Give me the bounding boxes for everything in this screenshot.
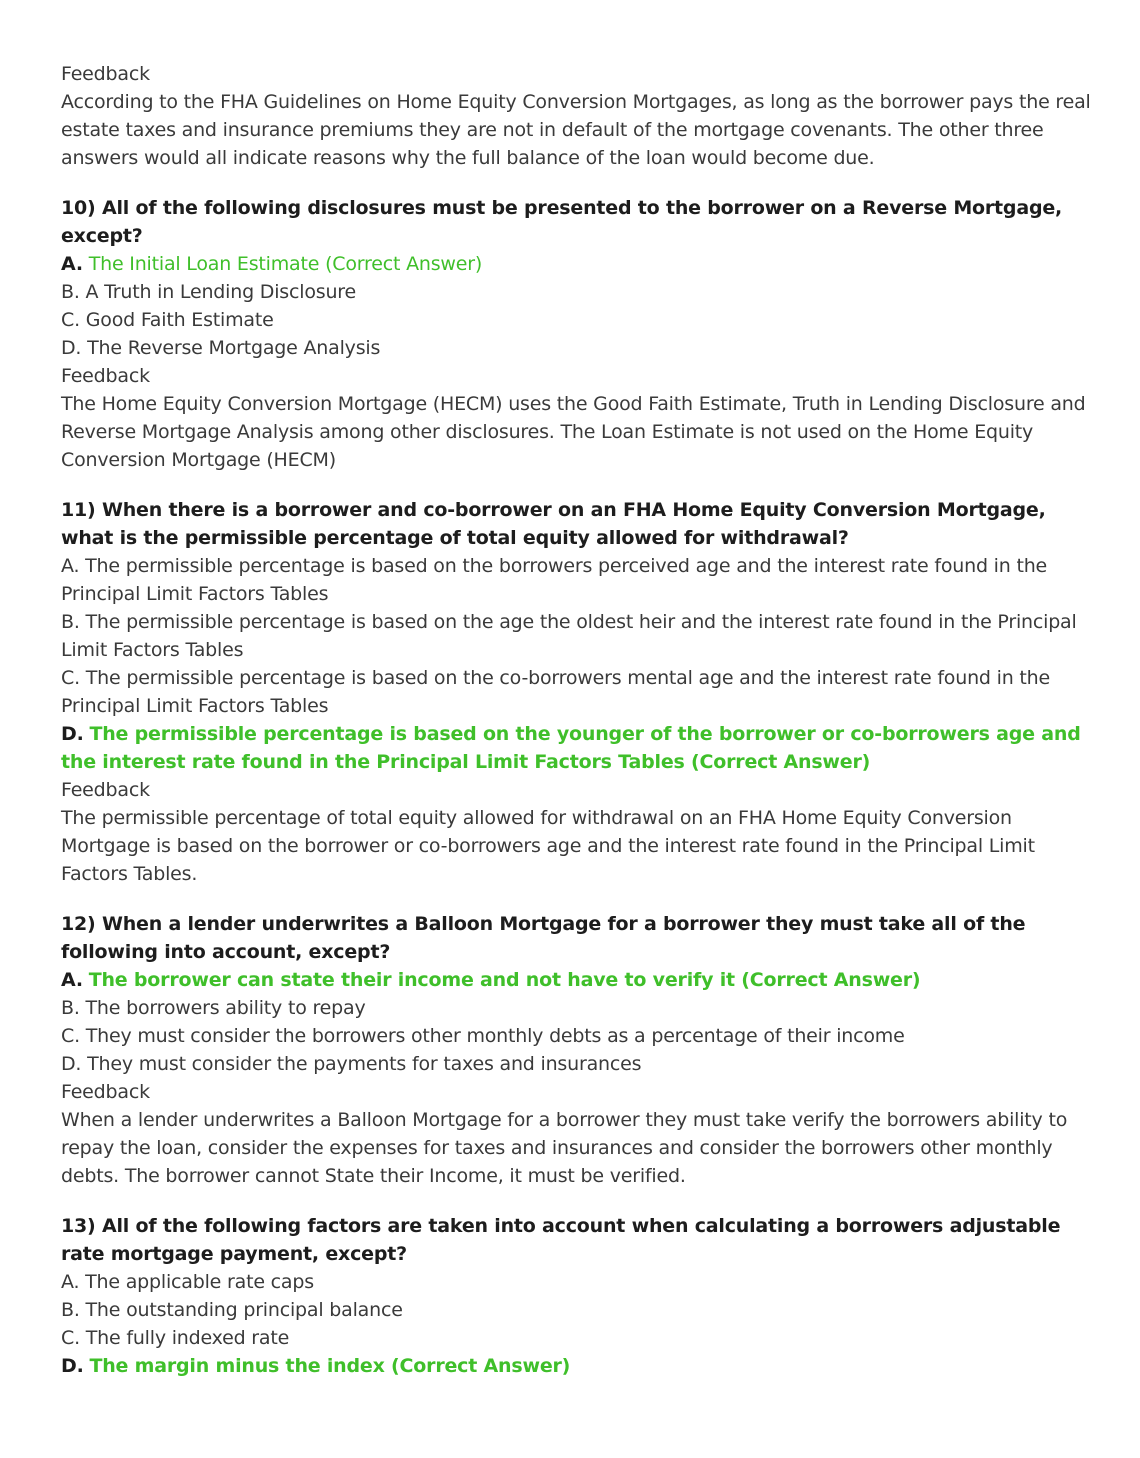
option-c	[61, 664, 1091, 720]
option-text: The borrower can state their income and not have to verify it (Correct Answer)	[88, 969, 921, 991]
option-a	[61, 1268, 1091, 1296]
question-text: 11) When there is a borrower and co-borrower on an FHA Home Equity Conversion Mortgage, what is the permissible percentage of total equity allowed for withdrawal?	[61, 499, 1046, 549]
option-letter: D.	[61, 1053, 82, 1075]
document-page	[61, 60, 1091, 1380]
question-block-11	[61, 496, 1091, 888]
question-block-10	[61, 194, 1091, 474]
option-letter: D.	[61, 1355, 84, 1377]
option-d-correct	[61, 1352, 1091, 1380]
option-a-correct	[61, 966, 1091, 994]
question-text: 10) All of the following disclosures must be presented to the borrower on a Reverse Mortgage, except?	[61, 197, 1063, 247]
option-letter: C.	[61, 667, 80, 689]
option-c	[61, 1022, 1091, 1050]
option-d-correct	[61, 720, 1091, 776]
question-block-12	[61, 910, 1091, 1190]
feedback-text: According to the FHA Guidelines on Home Equity Conversion Mortgages, as long as the borrower pays the real estate taxes and insurance premiums they are not in default of the mortgage covenants. The other three answers would all indicate reasons why the full balance of the loan would become due.	[61, 91, 1091, 169]
option-text: The permissible percentage is based on the co-borrowers mental age and the interest rate found in the Principal Limit Factors Tables	[61, 667, 1050, 717]
option-text: They must consider the payments for taxes and insurances	[87, 1053, 642, 1075]
option-b	[61, 994, 1091, 1022]
option-text: The margin minus the index (Correct Answer)	[89, 1355, 571, 1377]
option-text: The applicable rate caps	[85, 1271, 314, 1293]
option-letter: C.	[61, 309, 80, 331]
feedback-label: Feedback	[61, 1081, 150, 1103]
option-text: The permissible percentage is based on the younger of the borrower or co-borrowers age and the interest rate found in the Principal Limit Factors Tables (Correct Answer)	[61, 723, 1081, 773]
feedback-text: The Home Equity Conversion Mortgage (HECM) uses the Good Faith Estimate, Truth in Lending Disclosure and Reverse Mortgage Analysis among other disclosures. The Loan Estimate is not used on the Home Equity Conversion Mortgage (HECM)	[61, 393, 1086, 471]
option-d	[61, 334, 1091, 362]
option-text: The outstanding principal balance	[85, 1299, 403, 1321]
question-text: 12) When a lender underwrites a Balloon Mortgage for a borrower they must take all of the following into account, except?	[61, 913, 1026, 963]
option-a-correct	[61, 250, 1091, 278]
option-text: A Truth in Lending Disclosure	[85, 281, 356, 303]
option-a	[61, 552, 1091, 608]
option-letter: D.	[61, 337, 82, 359]
feedback-label: Feedback	[61, 779, 150, 801]
option-text: The Initial Loan Estimate (Correct Answer)	[88, 253, 483, 275]
option-text: The fully indexed rate	[85, 1327, 290, 1349]
feedback-text: The permissible percentage of total equity allowed for withdrawal on an FHA Home Equity Conversion Mortgage is based on the borrower or co-borrowers age and the interest rate found in the Principal Limit Factors Tables.	[61, 807, 1035, 885]
feedback-label: Feedback	[61, 63, 150, 85]
option-letter: C.	[61, 1327, 80, 1349]
option-letter: A.	[61, 555, 80, 577]
option-text: The permissible percentage is based on the age the oldest heir and the interest rate found in the Principal Limit Factors Tables	[61, 611, 1077, 661]
option-letter: D.	[61, 723, 84, 745]
option-letter: A.	[61, 969, 83, 991]
option-letter: B.	[61, 611, 80, 633]
option-letter: B.	[61, 1299, 80, 1321]
option-letter: A.	[61, 1271, 80, 1293]
option-b	[61, 608, 1091, 664]
option-text: The Reverse Mortgage Analysis	[87, 337, 381, 359]
option-text: Good Faith Estimate	[85, 309, 274, 331]
option-letter: A.	[61, 253, 83, 275]
option-text: The borrowers ability to repay	[85, 997, 366, 1019]
option-b	[61, 278, 1091, 306]
option-text: The permissible percentage is based on the borrowers perceived age and the interest rate found in the Principal Limit Factors Tables	[61, 555, 1048, 605]
feedback-text: When a lender underwrites a Balloon Mortgage for a borrower they must take verify the borrowers ability to repay the loan, consider the expenses for taxes and insurances and consider the borrowers other monthly debts. The borrower cannot State their Income, it must be verified.	[61, 1109, 1068, 1187]
option-c	[61, 306, 1091, 334]
option-b	[61, 1296, 1091, 1324]
option-letter: B.	[61, 997, 80, 1019]
option-letter: B.	[61, 281, 80, 303]
option-c	[61, 1324, 1091, 1352]
question-text: 13) All of the following factors are taken into account when calculating a borrowers adjustable rate mortgage payment, except?	[61, 1215, 1061, 1265]
option-d	[61, 1050, 1091, 1078]
option-text: They must consider the borrowers other monthly debts as a percentage of their income	[85, 1025, 905, 1047]
feedback-label: Feedback	[61, 365, 150, 387]
option-letter: C.	[61, 1025, 80, 1047]
question-block-13	[61, 1212, 1091, 1380]
